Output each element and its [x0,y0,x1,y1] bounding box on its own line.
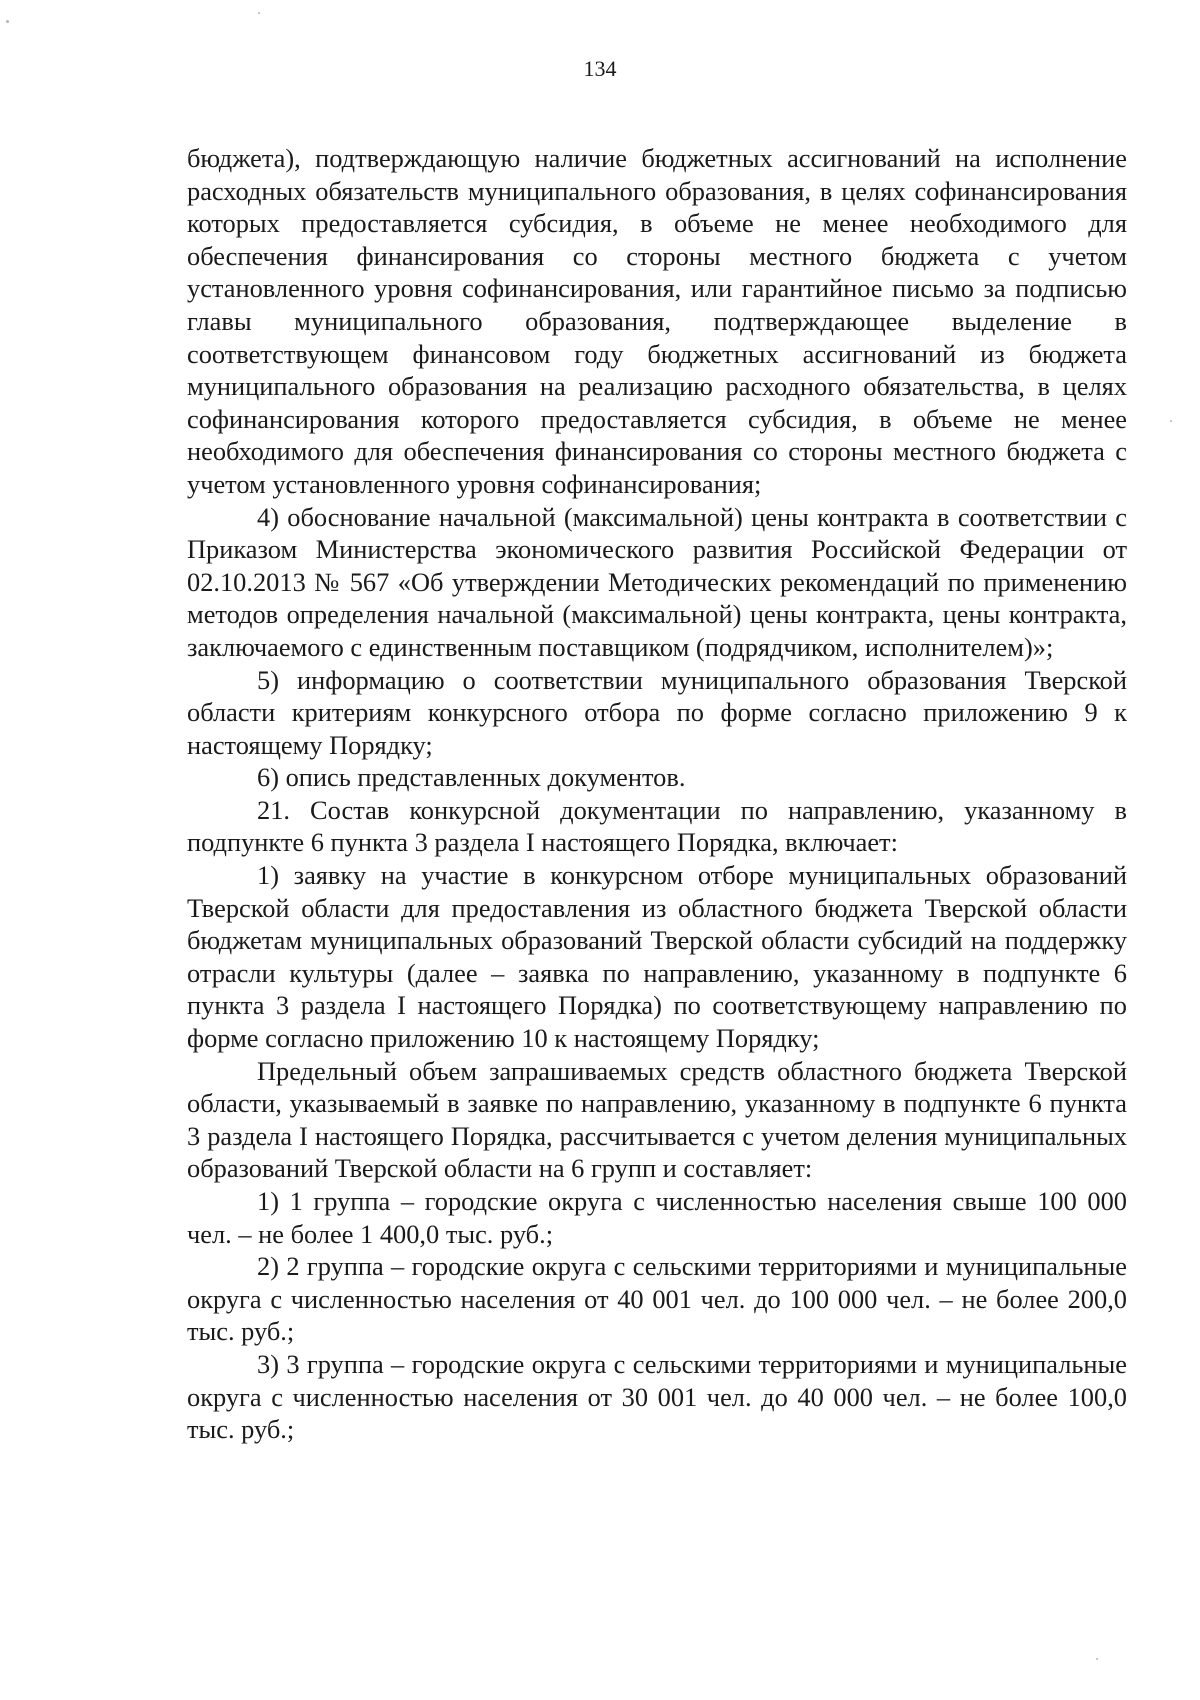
scan-speck [258,12,260,14]
paragraph-item-6-document-list: 6) опись представленных документов. [257,762,686,793]
scan-speck [6,20,9,23]
paragraph-clause-21: 21. Состав конкурсной документации по направлению, указанному в подпункте 6 пункта 3 раздела I настоящего Порядка, включает: [187,794,1127,858]
paragraph-group-2: 2) 2 группа – городские округа с сельскими территориями и муниципальные округа с численностью населения от 40 001 чел. до 100 000 чел. – не более 200,0 тыс. руб.; [187,1251,1127,1347]
paragraph-item-5-criteria-info: 5) информацию о соответствии муниципального образования Тверской области критериям конкурсного отбора по форме согласно приложению 9 к настоящему Порядку; [187,664,1127,760]
scan-speck [1096,1658,1098,1660]
paragraph-budget-confirmation: бюджета), подтверждающую наличие бюджетных ассигнований на исполнение расходных обязательств муниципального образования, в целях софинансирования которых предоставляется субсидия, в объеме не менее необходимого для обеспечения финансирования со стороны местного бюджета с учетом установленного уровня софинансирования, или гарантийное письмо за подписью главы муниципального образования, подтверждающее выделение в соответствующем финансовом году бюджетных ассигнований из бюджета муниципального образования на реализацию расходного обязательства, в целях софинансирования которого предоставляется субсидия, в объеме не менее необходимого для обеспечения финансирования со стороны местного бюджета с учетом установленного уровня софинансирования; [187,143,1127,499]
scan-speck [1170,420,1172,422]
paragraph-clause-21-item-1: 1) заявку на участие в конкурсном отборе муниципальных образований Тверской области для предоставления из областного бюджета Тверской области бюджетам муниципальных образований Тверской области субсидий на поддержку отрасли культуры (далее – заявка по направлению, указанному в подпункте 6 пункта 3 раздела I настоящего Порядка) по соответствующему направлению по форме согласно приложению 10 к настоящему Порядку; [187,860,1127,1054]
paragraph-group-1: 1) 1 группа – городские округа с численностью населения свыше 100 000 чел. – не более 1 400,0 тыс. руб.; [187,1186,1127,1249]
paragraph-item-4-price-justification: 4) обоснование начальной (максимальной) цены контракта в соответствии с Приказом Министерства экономического развития Российской Федерации от 02.10.2013 № 567 «Об утверждении Методических рекомендаций по применению методов определения начальной (максимальной) цены контракта, цены контракта, заключаемого с единственным поставщиком (подрядчиком, исполнителем)»; [187,501,1127,662]
paragraph-group-3: 3) 3 группа – городские округа с сельскими территориями и муниципальные округа с численностью населения от 30 001 чел. до 40 000 чел. – не более 100,0 тыс. руб.; [187,1348,1127,1445]
page-number: 134 [583,56,617,81]
document-body [187,142,1127,1446]
paragraph-maximum-amount: Предельный объем запрашиваемых средств областного бюджета Тверской области, указываемый в заявке по направлению, указанному в подпункте 6 пункта 3 раздела I настоящего Порядка, рассчитывается с учетом деления муниципальных образований Тверской области на 6 групп и составляет: [187,1055,1127,1184]
